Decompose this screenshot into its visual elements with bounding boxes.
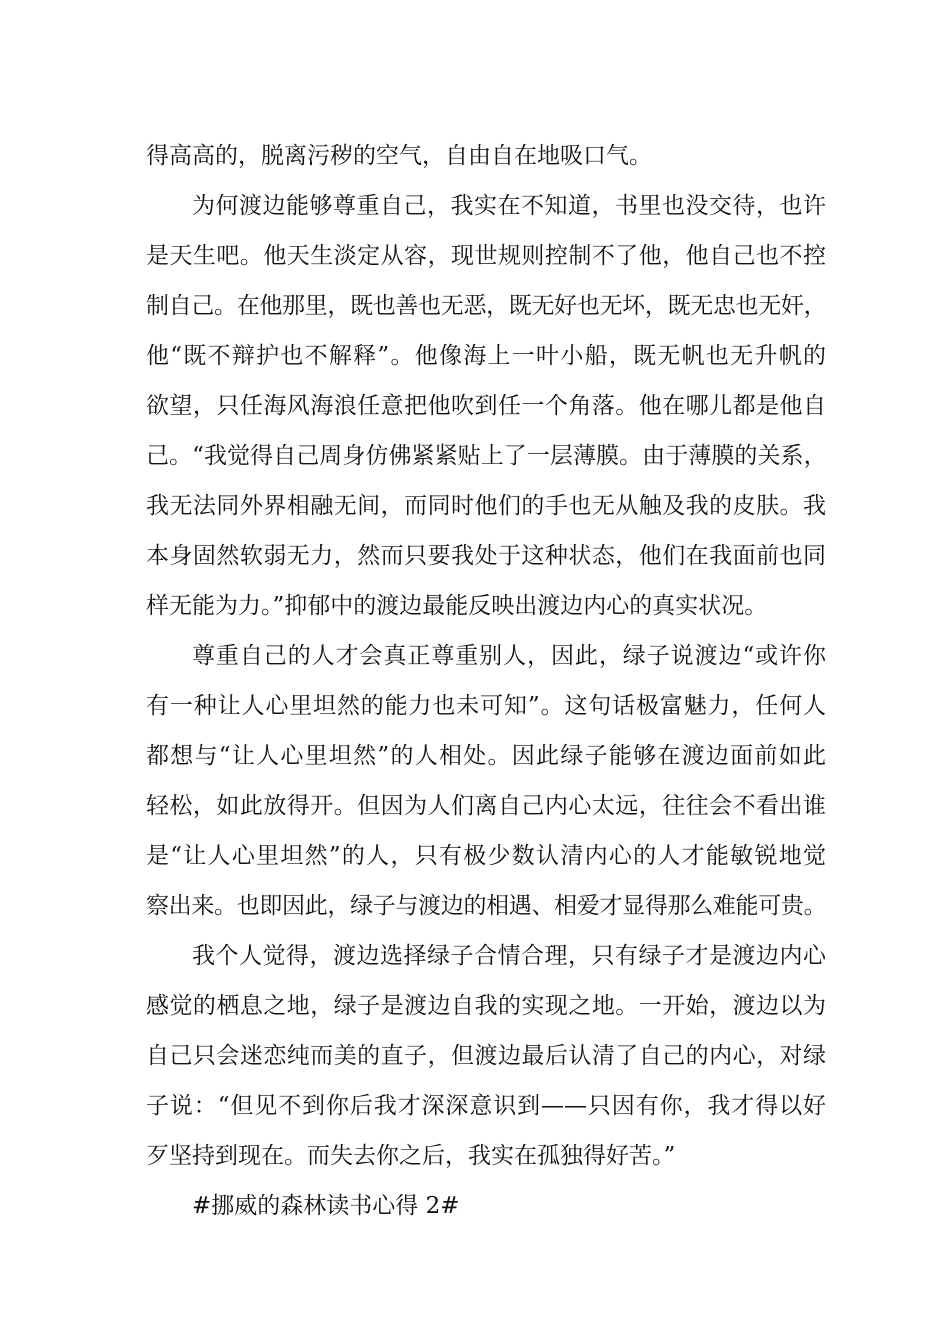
text-line: 察出来。也即因此，绿子与渡边的相遇、相爱才显得那么难能可贵。 <box>146 893 826 919</box>
text-line: 是“让人心里坦然”的人，只有极少数认清内心的人才能敏锐地觉 <box>146 843 826 869</box>
text-line: 都想与“让人心里坦然”的人相处。因此绿子能够在渡边面前如此 <box>146 743 826 769</box>
text-line: 有一种让人心里坦然的能力也未可知”。这句话极富魅力，任何人 <box>146 693 826 719</box>
text-line: 子说：“但见不到你后我才深深意识到——只因有你，我才得以好 <box>146 1093 826 1119</box>
text-line: 本身固然软弱无力，然而只要我处于这种状态，他们在我面前也同 <box>146 543 826 569</box>
body-text <box>146 131 826 1231</box>
text-line: 尊重自己的人才会真正尊重别人，因此，绿子说渡边“或许你 <box>192 643 826 669</box>
text-line: 自己只会迷恋纯而美的直子，但渡边最后认清了自己的内心，对绿 <box>146 1043 826 1069</box>
text-line: 歹坚持到现在。而失去你之后，我实在孤独得好苦。” <box>146 1143 676 1169</box>
text-line: 轻松，如此放得开。但因为人们离自己内心太远，往往会不看出谁 <box>146 793 826 819</box>
text-line: 我无法同外界相融无间，而同时他们的手也无从触及我的皮肤。我 <box>146 493 826 519</box>
text-line: 制自己。在他那里，既也善也无恶，既无好也无坏，既无忠也无奸， <box>146 293 826 319</box>
text-line: 他“既不辩护也不解释”。他像海上一叶小船，既无帆也无升帆的 <box>146 343 826 369</box>
text-line: 样无能为力。”抑郁中的渡边最能反映出渡边内心的真实状况。 <box>146 593 768 619</box>
text-line: 为何渡边能够尊重自己，我实在不知道，书里也没交待，也许 <box>192 193 826 219</box>
text-line: 得高高的，脱离污秽的空气，自由自在地吸口气。 <box>146 143 652 169</box>
section-heading: #挪威的森林读书心得 2# <box>192 1193 460 1219</box>
text-line: 感觉的栖息之地，绿子是渡边自我的实现之地。一开始，渡边以为 <box>146 993 826 1019</box>
text-line: 是天生吧。他天生淡定从容，现世规则控制不了他，他自己也不控 <box>146 243 826 269</box>
text-line: 欲望，只任海风海浪任意把他吹到任一个角落。他在哪儿都是他自 <box>146 393 826 419</box>
text-line: 己。“我觉得自己周身仿佛紧紧贴上了一层薄膜。由于薄膜的关系， <box>146 443 826 469</box>
text-line: 我个人觉得，渡边选择绿子合情合理，只有绿子才是渡边内心 <box>192 943 826 969</box>
